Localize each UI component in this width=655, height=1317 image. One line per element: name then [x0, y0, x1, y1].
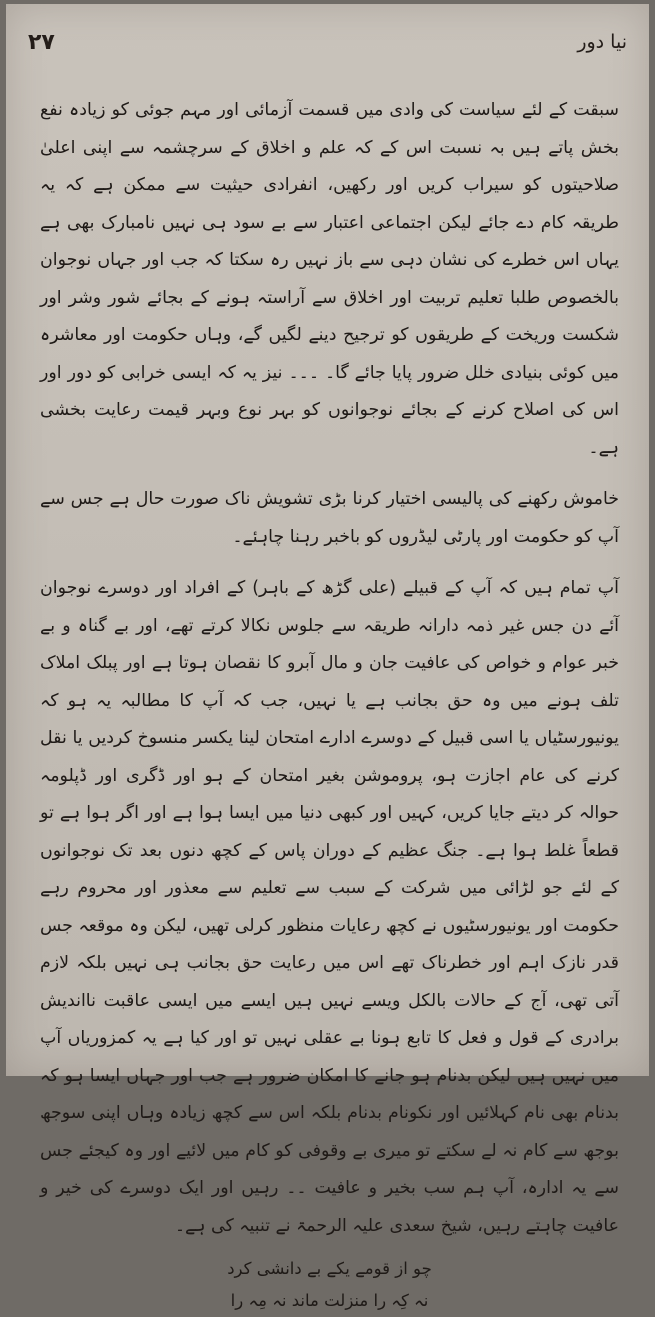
running-title: نیا دور — [577, 31, 627, 53]
paragraph-2: خاموش رکھنے کی پالیسی اختیار کرنا بڑی تشویش ناک صورت حال ہے جس سے آپ کو حکومت اور پارٹی لیڈروں کو باخبر رہنا چاہئے۔ — [40, 489, 619, 547]
page-number: ۲۷ — [28, 29, 55, 55]
page-header — [28, 22, 627, 62]
paragraph-3: آپ تمام ہیں کہ آپ کے قبیلے (علی گڑھ کے باہر) کے افراد اور دوسرے نوجوان آئے دن جس غیر ذمہ دارانہ طریقہ سے جلوس نکالا کرتے تھے، اور بے گناہ و بے خبر عوام و خواص کی عافیت جان و مال آبرو کا نقصان ہوتا ہے اور پبلک املاک تلف ہونے میں وہ حق بجانب ہے یا نہیں، جب کہ آپ کا مطالبہ یہ ہو کہ یونیورسٹیاں یا اسی قبیل کے دوسرے ادارے امتحان لینا یکسر منسوخ کردیں یا نقل کرنے کی عام اجازت ہو، پروموشن بغیر امتحان کے ہو اور ڈگری اور ڈپلومہ حوالہ کر دیتے جایا کریں، کہیں اور کبھی دنیا میں ایسا ہوا ہے اور اگر ہوا ہے تو قطعاً غلط ہوا ہے۔ جنگ عظیم کے دوران پاس کے کچھ دنوں بعد تک نوجوانوں کے لئے جو لڑائی میں شرکت کے سبب سے تعلیم سے معذور اور محروم رہے حکومت اور یونیورسٹیوں نے کچھ رعایات منظور کرلی تھیں، لیکن وہ موقعہ جس قدر نازک اہم اور خطرناک تھے اس میں رعایت حق بجانب ہی نہیں بلکہ لازم آتی تھی، آج کے حالات بالکل ویسے نہیں ہیں ایسے میں ایسی عاقبت نااندیش برادری کے قول و فعل کا تابع ہونا بے عقلی نہیں تو اور کیا ہے یہ کمزوریاں آپ میں نہیں ہیں لیکن بدنام ہو جانے کا امکان ضرور ہے جب اور جہاں ایسا ہو کہ بدنام بھی نام کہلائیں اور نکونام بدنام بلکہ اس سے کچھ زیادہ وہاں اپنی سوجھ بوجھ سے کام نہ لے سکتے تو میری بے وقوفی کو کام میں لائیے اور وہ کیجئے جس سے یہ ادارہ، آپ ہم سب بخیر و عافیت ۔۔ رہیں اور ایک دوسرے کی خیر و عافیت چاہتے رہیں، شیخ سعدی علیہ الرحمۃ نے تنبیہ کی ہے۔ — [40, 578, 619, 1236]
article-body — [40, 92, 619, 1310]
verse-line-2: نہ کِہ را منزلت ماند نہ مِہ را — [230, 1291, 429, 1310]
paragraph-1: سبقت کے لئے سیاست کی وادی میں قسمت آزمائی اور مہم جوئی کو زیادہ نفع بخش پاتے ہیں بہ نسبت اس کے کہ علم و اخلاق کے سرچشمہ سے اپنی اعلیٰ صلاحیتوں کو سیراب کریں اور رکھیں، انفرادی حیثیت سے ممکن ہے کہ یہ طریقہ کام دے جائے لیکن اجتماعی اعتبار سے بے سود ہی نہیں نامبارک بھی ہے یہاں اس خطرے کی نشان دہی سے باز نہیں رہ سکتا کہ جب اور جہاں نوجوان بالخصوص طلبا تعلیم تربیت اور اخلاق سے آراستہ ہونے کے بجائے شور وشر اور شکست وریخت کے طریقوں کو ترجیح دینے لگیں گے، وہاں حکومت اور معاشرہ میں کوئی بنیادی خلل ضرور پایا جائے گا۔ ۔۔۔ نیز یہ کہ ایسی خرابی کو دور اور اس کی اصلاح کرنے کے بجائے نوجوانوں کو بہر نوع وبہر قیمت رعایت بخشی ہے۔ — [40, 100, 619, 458]
verse-line-1: چو از قومے یکے بے دانشی کرد — [227, 1259, 432, 1278]
book-page — [6, 4, 649, 1310]
persian-verse — [40, 1253, 619, 1317]
